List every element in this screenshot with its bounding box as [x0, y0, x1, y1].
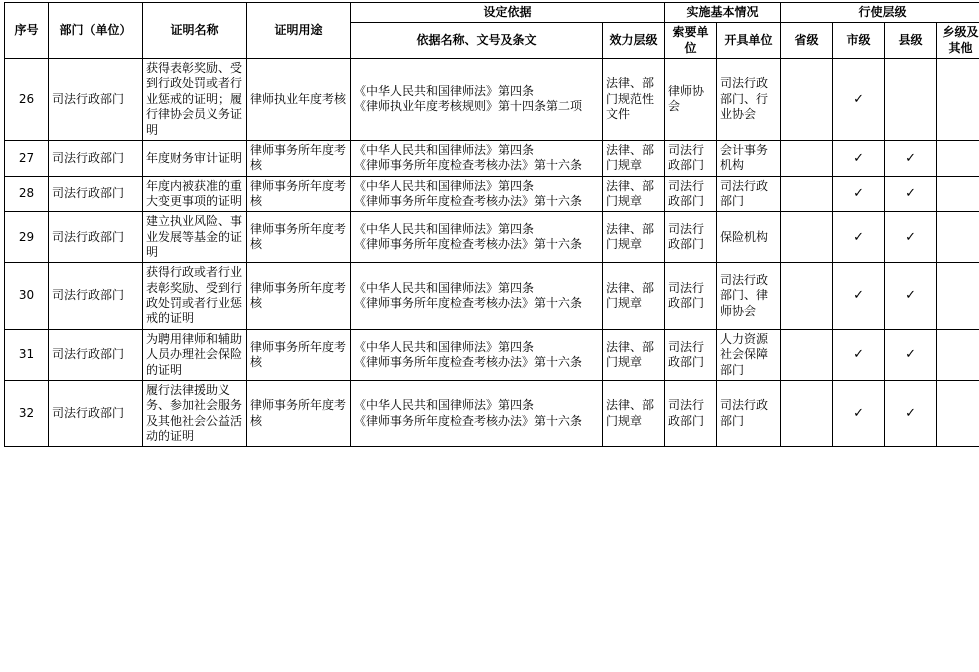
cell-level-township-other — [937, 176, 979, 212]
cell-department: 司法行政部门 — [49, 59, 143, 141]
cell-issue-unit: 会计事务机构 — [717, 140, 781, 176]
cell-department: 司法行政部门 — [49, 212, 143, 263]
check-mark-icon: ✓ — [905, 187, 916, 200]
cell-effect-level: 法律、部门规章 — [603, 380, 665, 446]
basis-line: 《律师执业年度考核规则》第十四条第二项 — [354, 99, 599, 114]
header-issue-unit: 开具单位 — [717, 23, 781, 59]
cell-certificate-name: 履行法律援助义务、参加社会服务及其他社会公益活动的证明 — [143, 380, 247, 446]
cell-level-county — [885, 263, 937, 329]
cell-level-township-other — [937, 380, 979, 446]
cell-seq: 28 — [5, 176, 49, 212]
check-mark-icon: ✓ — [853, 187, 864, 200]
check-mark-icon: ✓ — [905, 231, 916, 244]
cell-issue-unit: 司法行政部门 — [717, 176, 781, 212]
cell-certificate-use: 律师事务所年度考核 — [247, 212, 351, 263]
cell-certificate-name: 为聘用律师和辅助人员办理社会保险的证明 — [143, 329, 247, 380]
cell-level-county — [885, 329, 937, 380]
cell-issue-unit: 司法行政部门、律师协会 — [717, 263, 781, 329]
cell-level-city — [833, 329, 885, 380]
cell-basis-text — [351, 329, 603, 380]
cell-department: 司法行政部门 — [49, 380, 143, 446]
basis-line: 《中华人民共和国律师法》第四条 — [354, 84, 599, 99]
cell-issue-unit: 司法行政部门 — [717, 380, 781, 446]
cell-effect-level: 法律、部门规章 — [603, 140, 665, 176]
header-apply-unit: 索要单位 — [665, 23, 717, 59]
cell-apply-unit: 司法行政部门 — [665, 140, 717, 176]
cell-seq: 29 — [5, 212, 49, 263]
header-basis-text: 依据名称、文号及条文 — [351, 23, 603, 59]
cell-certificate-use: 律师事务所年度考核 — [247, 329, 351, 380]
cell-department: 司法行政部门 — [49, 140, 143, 176]
table-row — [5, 176, 979, 212]
cell-level-county — [885, 140, 937, 176]
basis-line: 《律师事务所年度检查考核办法》第十六条 — [354, 194, 599, 209]
cell-apply-unit: 司法行政部门 — [665, 380, 717, 446]
basis-line: 《中华人民共和国律师法》第四条 — [354, 222, 599, 237]
cell-level-county — [885, 176, 937, 212]
cell-level-city — [833, 59, 885, 141]
header-city: 市级 — [833, 23, 885, 59]
cell-effect-level: 法律、部门规范性文件 — [603, 59, 665, 141]
header-effect-level: 效力层级 — [603, 23, 665, 59]
header-county: 县级 — [885, 23, 937, 59]
cell-certificate-name: 获得行政或者行业表彰奖励、受到行政处罚或者行业惩戒的证明 — [143, 263, 247, 329]
cell-seq: 26 — [5, 59, 49, 141]
basis-line: 《律师事务所年度检查考核办法》第十六条 — [354, 237, 599, 252]
cell-certificate-name: 获得表彰奖励、受到行政处罚或者行业惩戒的证明；履行律协会员义务证明 — [143, 59, 247, 141]
cell-certificate-use: 律师事务所年度考核 — [247, 263, 351, 329]
basis-line: 《中华人民共和国律师法》第四条 — [354, 143, 599, 158]
cell-effect-level: 法律、部门规章 — [603, 263, 665, 329]
cell-level-province — [781, 140, 833, 176]
header-dept: 部门（单位） — [49, 3, 143, 59]
cell-certificate-use: 律师事务所年度考核 — [247, 176, 351, 212]
cell-issue-unit: 司法行政部门、行业协会 — [717, 59, 781, 141]
table-row — [5, 329, 979, 380]
cell-basis-text — [351, 263, 603, 329]
cell-level-province — [781, 176, 833, 212]
cell-department: 司法行政部门 — [49, 263, 143, 329]
cell-seq: 30 — [5, 263, 49, 329]
cell-basis-text — [351, 212, 603, 263]
cell-department: 司法行政部门 — [49, 176, 143, 212]
check-mark-icon: ✓ — [905, 152, 916, 165]
cell-level-city — [833, 212, 885, 263]
basis-line: 《中华人民共和国律师法》第四条 — [354, 179, 599, 194]
cell-seq: 32 — [5, 380, 49, 446]
cell-level-county — [885, 212, 937, 263]
cell-level-city — [833, 140, 885, 176]
cell-level-province — [781, 212, 833, 263]
cell-effect-level: 法律、部门规章 — [603, 176, 665, 212]
cell-issue-unit: 保险机构 — [717, 212, 781, 263]
cell-certificate-use: 律师事务所年度考核 — [247, 380, 351, 446]
basis-line: 《中华人民共和国律师法》第四条 — [354, 398, 599, 413]
cell-basis-text — [351, 140, 603, 176]
basis-line: 《律师事务所年度检查考核办法》第十六条 — [354, 158, 599, 173]
basis-line: 《中华人民共和国律师法》第四条 — [354, 281, 599, 296]
cell-seq: 31 — [5, 329, 49, 380]
cell-level-city — [833, 176, 885, 212]
cell-level-township-other — [937, 329, 979, 380]
certificate-table — [4, 2, 979, 447]
cell-level-city — [833, 380, 885, 446]
cell-certificate-use: 律师事务所年度考核 — [247, 140, 351, 176]
header-cert-name: 证明名称 — [143, 3, 247, 59]
check-mark-icon: ✓ — [905, 289, 916, 302]
cell-level-county — [885, 59, 937, 141]
header-implementation-group: 实施基本情况 — [665, 3, 781, 23]
header-basis-group: 设定依据 — [351, 3, 665, 23]
cell-level-township-other — [937, 263, 979, 329]
basis-line: 《律师事务所年度检查考核办法》第十六条 — [354, 296, 599, 311]
cell-level-township-other — [937, 59, 979, 141]
cell-effect-level: 法律、部门规章 — [603, 212, 665, 263]
cell-level-township-other — [937, 140, 979, 176]
cell-basis-text — [351, 59, 603, 141]
header-township-other: 乡级及其他 — [937, 23, 979, 59]
check-mark-icon: ✓ — [853, 348, 864, 361]
header-province: 省级 — [781, 23, 833, 59]
check-mark-icon: ✓ — [853, 152, 864, 165]
cell-level-province — [781, 59, 833, 141]
cell-department: 司法行政部门 — [49, 329, 143, 380]
cell-apply-unit: 司法行政部门 — [665, 212, 717, 263]
check-mark-icon: ✓ — [905, 407, 916, 420]
check-mark-icon: ✓ — [853, 93, 864, 106]
table-header-row-1 — [5, 3, 979, 23]
table-row — [5, 140, 979, 176]
check-mark-icon: ✓ — [905, 348, 916, 361]
header-exercise-group: 行使层级 — [781, 3, 979, 23]
table-body — [5, 59, 979, 447]
cell-apply-unit: 司法行政部门 — [665, 329, 717, 380]
cell-basis-text — [351, 380, 603, 446]
cell-level-county — [885, 380, 937, 446]
cell-level-township-other — [937, 212, 979, 263]
cell-issue-unit: 人力资源社会保障部门 — [717, 329, 781, 380]
check-mark-icon: ✓ — [853, 407, 864, 420]
cell-certificate-name: 建立执业风险、事业发展等基金的证明 — [143, 212, 247, 263]
basis-line: 《中华人民共和国律师法》第四条 — [354, 340, 599, 355]
basis-line: 《律师事务所年度检查考核办法》第十六条 — [354, 355, 599, 370]
table-row — [5, 212, 979, 263]
table-header — [5, 3, 979, 59]
check-mark-icon: ✓ — [853, 289, 864, 302]
table-row — [5, 380, 979, 446]
cell-level-province — [781, 263, 833, 329]
cell-seq: 27 — [5, 140, 49, 176]
cell-apply-unit: 司法行政部门 — [665, 176, 717, 212]
cell-basis-text — [351, 176, 603, 212]
cell-certificate-use: 律师执业年度考核 — [247, 59, 351, 141]
table-row — [5, 263, 979, 329]
check-mark-icon: ✓ — [853, 231, 864, 244]
cell-level-province — [781, 380, 833, 446]
header-seq: 序号 — [5, 3, 49, 59]
header-cert-use: 证明用途 — [247, 3, 351, 59]
cell-apply-unit: 律师协会 — [665, 59, 717, 141]
basis-line: 《律师事务所年度检查考核办法》第十六条 — [354, 414, 599, 429]
table-row — [5, 59, 979, 141]
certificate-list-sheet — [4, 2, 975, 447]
cell-apply-unit: 司法行政部门 — [665, 263, 717, 329]
cell-level-city — [833, 263, 885, 329]
cell-certificate-name: 年度内被获准的重大变更事项的证明 — [143, 176, 247, 212]
cell-level-province — [781, 329, 833, 380]
cell-effect-level: 法律、部门规章 — [603, 329, 665, 380]
cell-certificate-name: 年度财务审计证明 — [143, 140, 247, 176]
